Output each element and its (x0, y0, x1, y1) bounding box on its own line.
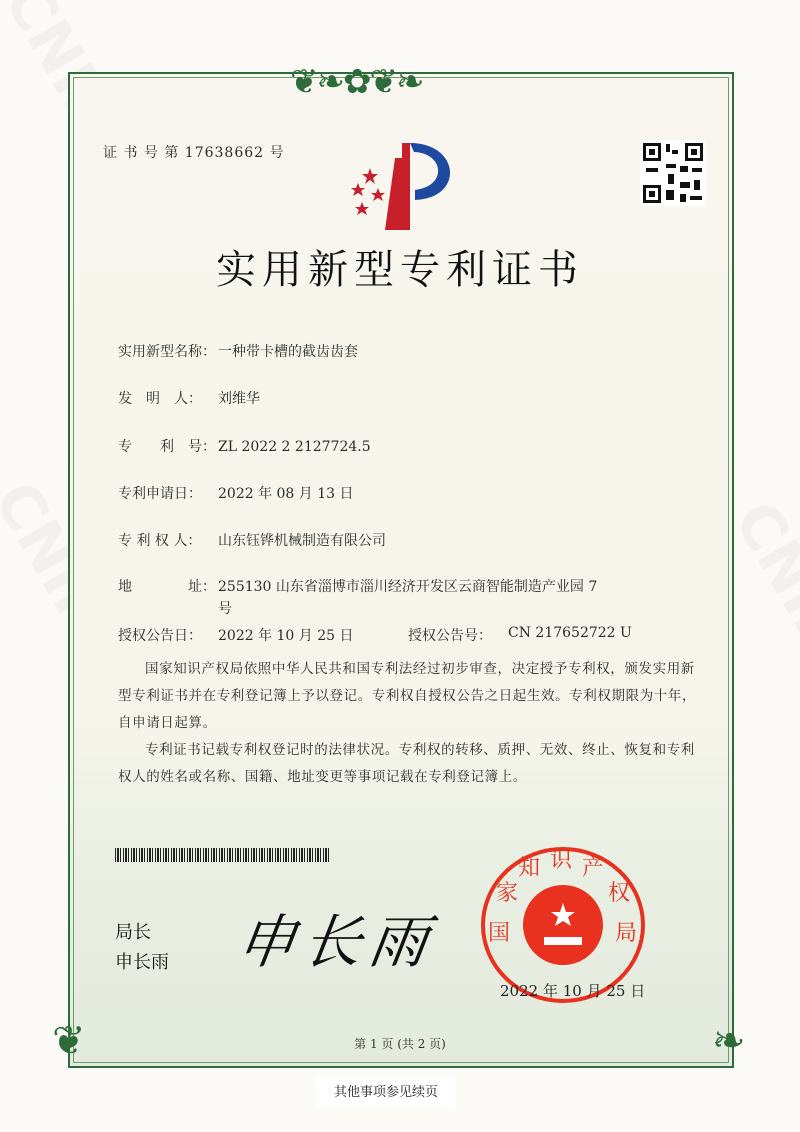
director-title: 局长 (115, 922, 151, 943)
field-grant-date (118, 625, 632, 647)
legal-paragraph: 国家知识产权局依照中华人民共和国专利法经过初步审查，决定授予专利权，颁发实用新型专利证书并在专利登记簿上予以登记。专利权自授权公告之日起生效。专利权期限为十年，自申请日起算。 (118, 661, 697, 731)
svg-text:国: 国 (488, 921, 511, 946)
cnipa-logo-icon (340, 138, 465, 233)
field-value: 山东钰铧机械制造有限公司 (218, 533, 386, 549)
barcode-icon (115, 848, 330, 862)
field-label: 专利申请日： (118, 486, 202, 502)
director-name: 申长雨 (115, 952, 169, 973)
corner-ornament-icon: ❧ (712, 1018, 746, 1064)
svg-text:局: 局 (615, 921, 638, 946)
legal-paragraph: 专利证书记载专利权登记时的法律状况。专利权的转移、质押、无效、终止、恢复和专利权人的姓名或名称、国籍、地址变更等事项记载在专利登记簿上。 (118, 742, 695, 785)
continuation-note: 其他事项参见续页 (316, 1078, 456, 1108)
field-label: 专 利 号： (118, 439, 216, 455)
seal-date: 2022 年 10 月 25 日 (500, 982, 646, 1000)
field-application-date (118, 483, 618, 505)
director-signature: 申长雨 (232, 908, 441, 976)
field-value: 2022 年 10 月 25 日 (218, 628, 354, 644)
field-patent-number (118, 436, 618, 458)
field-utility-model-name (118, 341, 618, 363)
field-inventor (118, 388, 618, 410)
field-value: 一种带卡槽的截齿齿套 (218, 344, 358, 360)
field-label: 地 址： (118, 579, 216, 595)
page-title: 实用新型专利证书 (216, 247, 584, 293)
svg-text:识: 识 (550, 848, 573, 873)
field-value: 刘维华 (218, 391, 260, 407)
announcement-number-value: CN 217652722 U (508, 625, 632, 641)
qr-code-icon (640, 140, 706, 206)
field-address (118, 576, 608, 620)
svg-text:权: 权 (608, 881, 631, 906)
field-value: 2022 年 08 月 13 日 (218, 486, 354, 502)
announcement-number-label: 授权公告号： (408, 628, 492, 644)
svg-text:产: 产 (582, 856, 605, 881)
field-label: 授权公告日： (118, 628, 202, 644)
field-patentee (118, 530, 618, 552)
top-ornament-icon: ❦❧✿❦❧ (290, 62, 423, 102)
field-label: 专 利 权 人： (118, 533, 202, 549)
field-label: 发 明 人： (118, 391, 202, 407)
certificate-number: 证 书 号 第 17638662 号 (103, 145, 285, 161)
field-value: ZL 2022 2 2127724.5 (218, 439, 371, 455)
svg-text:知: 知 (518, 856, 541, 881)
svg-text:家: 家 (496, 881, 519, 906)
page-number: 第 1 页 (共 2 页) (354, 1037, 446, 1051)
field-label: 实用新型名称： (118, 344, 216, 360)
corner-ornament-icon: ❦ (52, 1018, 86, 1064)
field-value: 255130 山东省淄博市淄川经济开发区云商智能制造产业园 7 号 (218, 579, 598, 617)
